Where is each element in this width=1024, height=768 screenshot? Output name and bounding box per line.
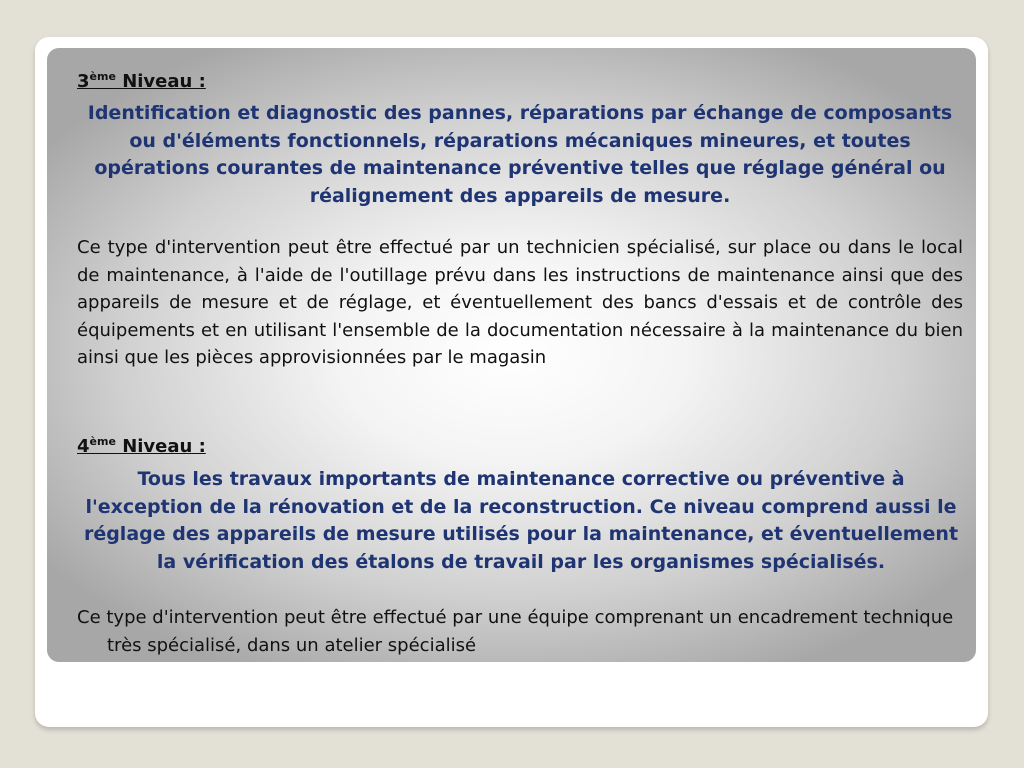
level4-heading-text: Niveau : (115, 436, 206, 457)
level4-definition: Tous les travaux importants de maintenance corrective ou préventive à l'exception de la rénovation et de la reconstruction. Ce niveau comprend aussi le réglage des appareils de mesure utilisés pour la maintenance, et éventuellement la vérification des étalons de travail par les organismes spécialisés. (83, 468, 959, 573)
level3-heading-text: Niveau : (115, 71, 206, 92)
level3-description: Ce type d'intervention peut être effectué par un technicien spécialisé, sur place ou dans le local de maintenance, à l'aide de l'outillage prévu dans les instructions de maintenance ainsi que des appareils de mesure et de réglage, et éventuellement des bancs d'essais et de contrôle des équipements et en utilisant l'ensemble de la documentation nécessaire à la maintenance du bien ainsi que les pièces approvisionnées par le magasin (77, 237, 963, 369)
level4-heading-superscript: ème (89, 435, 116, 448)
level4-heading (77, 437, 206, 457)
level4-description: Ce type d'intervention peut être effectué par une équipe comprenant un encadrement technique très spécialisé, dans un atelier spécialisé (77, 607, 954, 656)
level3-heading-number: 3 (77, 71, 90, 92)
level3-heading-superscript: ème (89, 70, 116, 83)
content-panel (47, 48, 976, 662)
level4-heading-number: 4 (77, 436, 90, 457)
level3-heading (77, 72, 206, 92)
slide (35, 37, 988, 727)
level3-definition: Identification et diagnostic des pannes, réparations par échange de composants ou d'éléments fonctionnels, réparations mécaniques mineures, et toutes opérations courantes de maintenance préventive telles que réglage général ou réalignement des appareils de mesure. (87, 102, 953, 207)
